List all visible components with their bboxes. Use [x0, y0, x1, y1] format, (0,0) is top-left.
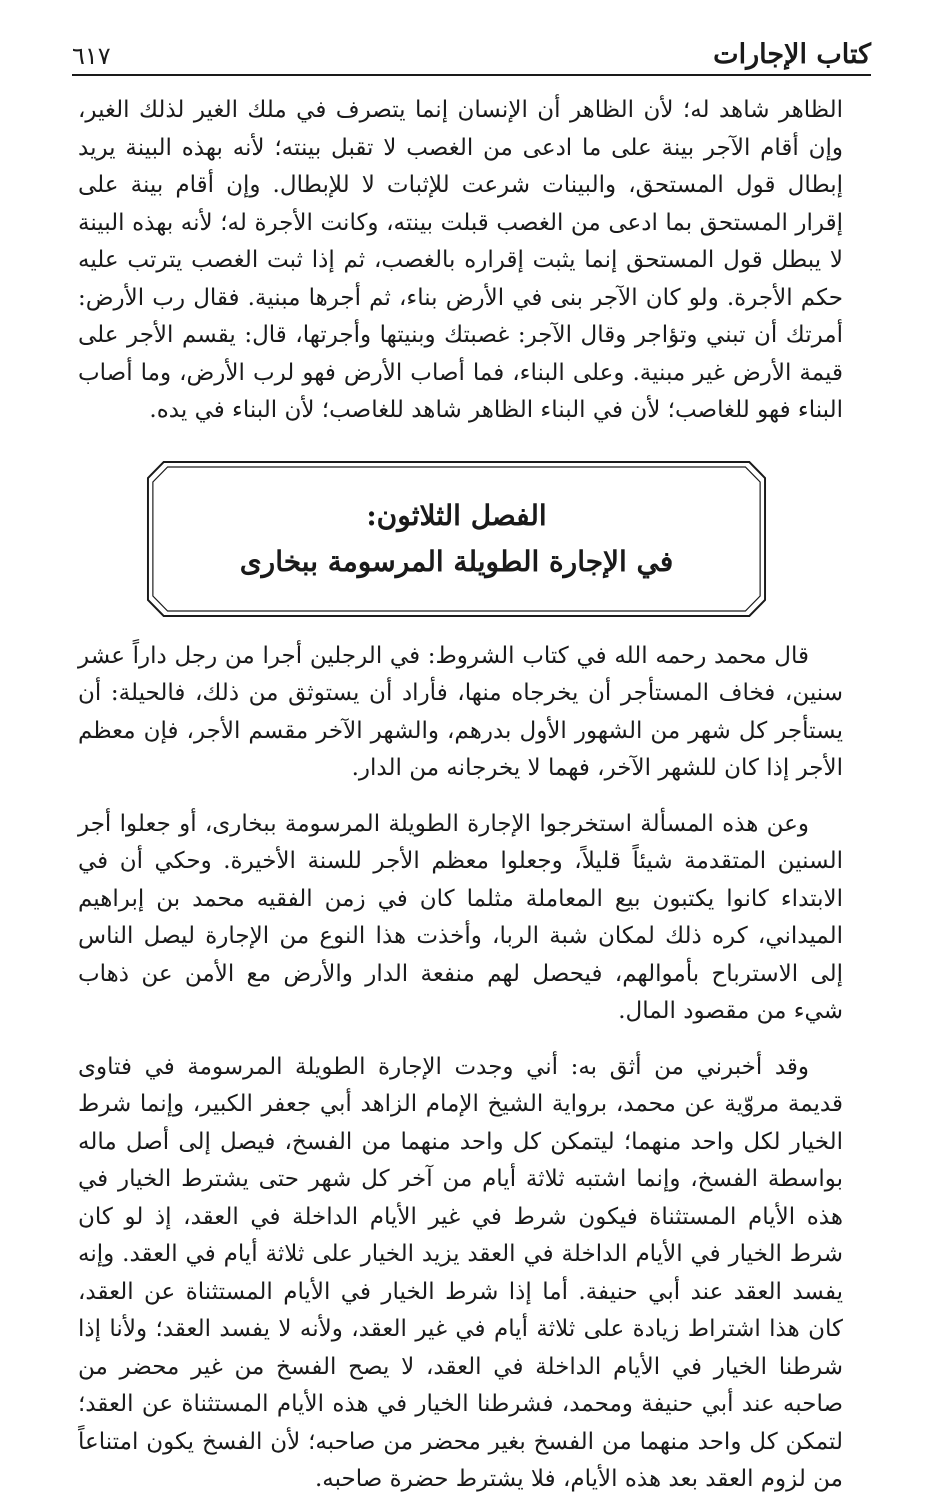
paragraph: الظاهر شاهد له؛ لأن الظاهر أن الإنسان إنما يتصرف في ملك الغير لذلك الغير، وإن أقام الآجر بينة على ما ادعى من الغصب لا تقبل بينته؛ لأنه بهذه البينة يريد إبطال قول المستحق، والبينات شرعت للإثبات لا للإبطال. وإن أقام بينة على إقرار المستحق بما ادعى من الغصب قبلت بينته، وكانت الأجرة له؛ لأنه بهذه البينة لا يبطل قول المستحق إنما يثبت إقراره بالغصب، ثم إذا ثبت الغصب يترتب عليه حكم الأجرة. ولو كان الآجر بنى في الأرض بناء، ثم أجرها مبنية. فقال رب الأرض: أمرتك أن تبني وتؤاجر وقال الآجر: غصبتك وبنيتها وأجرتها، قال: يقسم الأجر على قيمة الأرض غير مبنية. وعلى البناء، فما أصاب الأرض فهو لرب الأرض، وما أصاب البناء فهو للغاصب؛ لأن في البناء الظاهر شاهد للغاصب؛ لأن البناء في يده.	[78, 97, 843, 423]
paragraph: قال محمد رحمه الله في كتاب الشروط: في الرجلين أجرا من رجل داراً عشر سنين، فخاف المستأجر أن يخرجاه منها، فأراد أن يستوثق من ذلك، فالحيلة: أن يستأجر كل شهر من الشهور الأول بدرهم، والشهر الآخر مقسم الأجر، فإن معظم الأجر إذا كان للشهر الآخر، فهما لا يخرجانه من الدار.	[78, 642, 843, 781]
page-number: ٦١٧	[72, 42, 111, 70]
running-title: كتاب الإجارات	[713, 39, 871, 70]
section-subtitle: في الإجارة الطويلة المرسومة ببخارى	[239, 544, 674, 578]
page-body	[78, 92, 843, 1499]
page-header	[72, 30, 871, 76]
section-heading-box	[146, 460, 767, 618]
paragraph: وعن هذه المسألة استخرجوا الإجارة الطويلة المرسومة ببخارى، أو جعلوا أجر السنين المتقدمة شيئاً قليلاً، وجعلوا معظم الأجر للسنة الأخيرة. وحكي أن في الابتداء كانوا يكتبون بيع المعاملة مثلما كان في زمن الفقيه محمد بن إبراهيم الميداني، كره ذلك لمكان شبة الربا، وأخذت هذا النوع من الإجارة ليصل الناس إلى الاسترباح بأموالهم، فيحصل لهم منفعة الدار والأرض مع الأمن عن ذهاب شيء من مقصود المال.	[78, 810, 843, 1024]
paragraph: وقد أخبرني من أثق به: أني وجدت الإجارة الطويلة المرسومة في فتاوى قديمة مروّية عن محمد، برواية الشيخ الإمام الزاهد أبي جعفر الكبير، وإنما شرط الخيار لكل واحد منهما؛ ليتمكن كل واحد منهما من الفسخ، فيصل إلى أصل ماله بواسطة الفسخ، وإنما اشتبه ثلاثة أيام من آخر كل شهر حتى يشترط الخيار في هذه الأيام المستثناة فيكون شرط في غير الأيام الداخلة في العقد، إذ لو كان شرط الخيار في الأيام الداخلة في العقد يزيد الخيار على ثلاثة أيام في العقد. وإنه يفسد العقد عند أبي حنيفة. أما إذا شرط الخيار في الأيام المستثناة عن العقد، كان هذا اشتراط زيادة على ثلاثة أيام في غير العقد، ولأنه لا يفسد العقد؛ ولأنا إذا شرطنا الخيار في الأيام الداخلة في العقد، لا يصح الفسخ من غير محضر من صاحبه عند أبي حنيفة ومحمد، فشرطنا الخيار في هذه الأيام المستثناة عن العقد؛ لتمكن كل واحد منهما من الفسخ بغير محضر من صاحبه؛ لأن الفسخ يكون امتناعاً من لزوم العقد بعد هذه الأيام، فلا يشترط حضرة صاحبه.	[78, 1053, 843, 1492]
section-title: الفصل الثلاثون:	[366, 498, 547, 532]
